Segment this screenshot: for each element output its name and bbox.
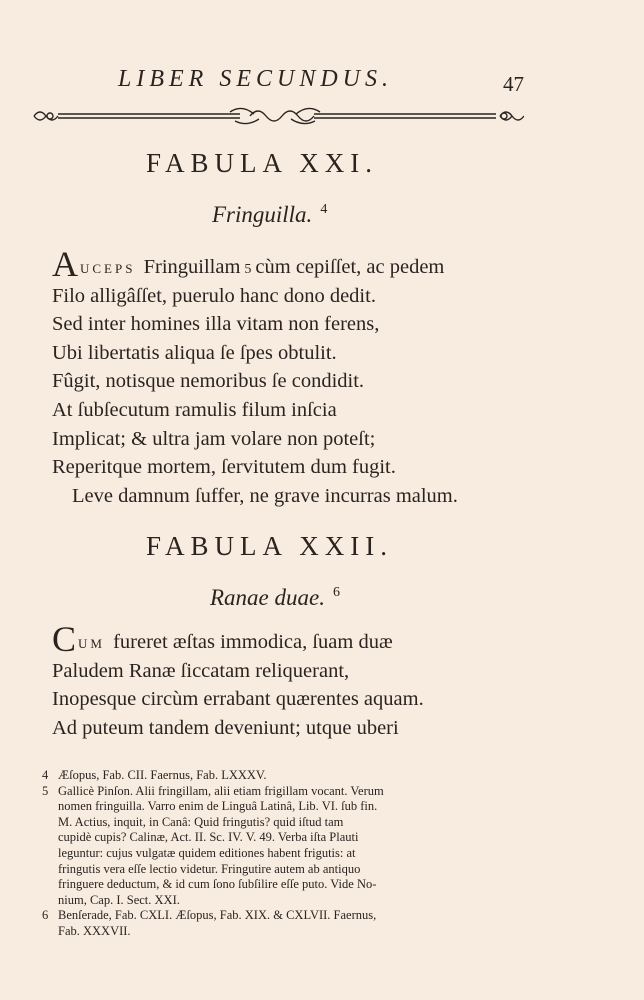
fable-21-verse [52,244,522,510]
verse-line [52,244,522,284]
verse-text: cùm cepiſſet, ac pedem [255,256,445,278]
verse-line: Reperitque mortem, ſervitutem dum fugit. [52,456,396,479]
fable-22-note-ref: 6 [332,585,340,600]
fable-22-subtitle [210,585,340,611]
verse-line: Filo alligâſſet, puerulo hanc dono dedit. [52,284,376,307]
footnote-line: leguntur: cujus vulgatæ quidem editiones habent frigutis: at [58,845,356,860]
verse-line [52,619,522,659]
small-caps-word: UM [78,636,105,651]
verse-line: At ſubſecutum ramulis filum inſcia [52,398,337,421]
footnote-number: 5 [42,783,49,798]
verse-line: Ad puteum tandem deveniunt; utque uberi [52,716,399,739]
footnote-line: fringuere deductum, & id cum ſono ſubſilire eſſe puto. Vide No- [58,877,377,892]
verse-line: Ubi libertatis aliqua ſe ſpes obtulit. [52,341,337,364]
footnote-marker: 5 [244,262,252,277]
footnote-line: cupidè cupis? Calinæ, Act. II. Sc. IV. V. 49. Verba iſta Plauti [58,830,359,845]
small-caps-word: UCEPS [80,261,136,276]
verse-line: Paludem Ranæ ſiccatam reliquerant, [52,659,350,682]
running-title: LIBER SECUNDUS. [118,66,393,92]
verse-line: Fûgit, notisque nemoribus ſe condidit. [52,370,365,393]
footnote-line: nomen fringuilla. Varro enim de Linguâ Latinâ, Lib. VI. ſub fin. [58,799,378,814]
fable-22-verse [52,619,522,742]
footnotes [42,768,532,940]
page-number: 47 [503,72,524,96]
footnote-line: fringutis vera eſſe lectio videtur. Fringutire autem ab antiquo [58,861,361,876]
verse-text: Fringuillam [143,256,241,278]
footnote-line: Benſerade, Fab. CXLI. Æſopus, Fab. XIX. & CXLVII. Faernus, [58,908,377,923]
footnote-6 [42,908,532,939]
moral-line: Leve damnum ſuffer, ne grave incurras malum. [72,484,458,507]
verse-text: fureret æſtas immodica, ſuam duæ [113,631,393,653]
footnote-line: nium, Cap. I. Sect. XXI. [58,892,180,907]
footnote-line: Gallicè Pinſon. Alii fringillam, alii etiam frigillam vocant. Verum [58,783,384,798]
verse-line: Inopesque circùm errabant quærentes aquam. [52,688,424,711]
fable-21-title: FABULA XXI. [146,148,379,178]
verse-line: Implicat; & ultra jam volare non poteſt; [52,427,376,450]
footnote-line: Æſopus, Fab. CII. Faernus, Fab. LXXXV. [58,768,267,782]
footnote-number: 4 [42,768,49,782]
footnote-5 [42,784,532,909]
fable-22-subtitle-text: Ranae duae. [210,585,325,610]
footnote-4 [42,768,532,784]
ornamental-rule [30,102,524,134]
fable-21-subtitle-text: Fringuilla. [212,202,313,227]
footnote-line: Fab. XXXVII. [58,923,131,938]
verse-line: Sed inter homines illa vitam non ferens, [52,313,380,336]
footnote-number: 6 [42,908,49,923]
fable-22-title: FABULA XXII. [146,531,393,561]
drop-cap: A [52,244,78,284]
drop-cap: C [52,619,77,659]
fable-21-subtitle [212,202,327,228]
footnote-line: M. Actius, inquit, in Canâ: Quid fringutis? quid iſtud tam [58,814,344,829]
fable-21-note-ref: 4 [320,202,328,217]
